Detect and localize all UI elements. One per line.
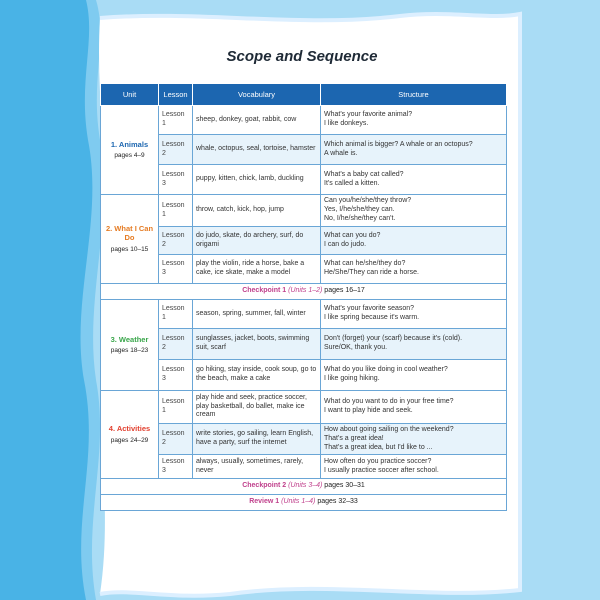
vocab-cell: do judo, skate, do archery, surf, do origami xyxy=(193,227,321,255)
review-row xyxy=(101,495,507,511)
lesson-cell: Lesson 1 xyxy=(159,391,193,424)
review-label: Review 1 xyxy=(249,498,280,506)
structure-cell: How about going sailing on the weekend? That's a great idea! That's a great idea, but I'd like to ... xyxy=(321,424,507,455)
table-row xyxy=(101,106,507,135)
structure-cell: What's your favorite animal? I like donkeys. xyxy=(321,106,507,135)
lesson-cell: Lesson 3 xyxy=(159,255,193,284)
lesson-cell: Lesson 1 xyxy=(159,106,193,135)
checkpoint-label: Checkpoint 2 xyxy=(242,482,287,490)
table-row xyxy=(101,135,507,165)
lesson-cell: Lesson 1 xyxy=(159,300,193,329)
lesson-cell: Lesson 2 xyxy=(159,227,193,255)
lesson-cell: Lesson 3 xyxy=(159,165,193,195)
structure-cell: What's a baby cat called? It's called a kitten. xyxy=(321,165,507,195)
unit-cell xyxy=(101,391,159,479)
table-row xyxy=(101,424,507,455)
vocab-cell: sheep, donkey, goat, rabbit, cow xyxy=(193,106,321,135)
lesson-cell: Lesson 2 xyxy=(159,329,193,360)
table-row xyxy=(101,165,507,195)
lesson-cell: Lesson 2 xyxy=(159,135,193,165)
table-header-row xyxy=(101,84,507,106)
vocab-cell: season, spring, summer, fall, winter xyxy=(193,300,321,329)
table-row xyxy=(101,329,507,360)
table-row xyxy=(101,455,507,479)
vocab-cell: always, usually, sometimes, rarely, never xyxy=(193,455,321,479)
table-row xyxy=(101,300,507,329)
unit-name: 3. Weather xyxy=(110,334,149,344)
vocab-cell: puppy, kitten, chick, lamb, duckling xyxy=(193,165,321,195)
header-unit: Unit xyxy=(101,84,159,106)
page-title: Scope and Sequence xyxy=(226,48,378,65)
checkpoint-units: (Units 3–4) xyxy=(288,482,323,490)
vocab-cell: throw, catch, kick, hop, jump xyxy=(193,195,321,227)
lesson-cell: Lesson 3 xyxy=(159,455,193,479)
unit-name: 4. Activities xyxy=(108,424,151,434)
checkpoint-units: (Units 1–2) xyxy=(288,287,323,295)
header-vocabulary: Vocabulary xyxy=(193,84,321,106)
vocab-cell: whale, octopus, seal, tortoise, hamster xyxy=(193,135,321,165)
unit-pages: pages 10–15 xyxy=(110,245,149,253)
checkpoint-cell xyxy=(101,479,507,495)
checkpoint-row xyxy=(101,284,507,300)
table-row xyxy=(101,195,507,227)
unit-cell xyxy=(101,195,159,284)
unit-name: 2. What I Can Do xyxy=(105,224,154,243)
unit-cell xyxy=(101,106,159,195)
lesson-cell: Lesson 1 xyxy=(159,195,193,227)
structure-cell: How often do you practice soccer? I usually practice soccer after school. xyxy=(321,455,507,479)
checkpoint-pages: pages 16–17 xyxy=(324,287,365,295)
structure-cell: What can he/she/they do? He/She/They can ride a horse. xyxy=(321,255,507,284)
vocab-cell: write stories, go sailing, learn English, have a party, surf the internet xyxy=(193,424,321,455)
table-row xyxy=(101,391,507,424)
checkpoint-cell xyxy=(101,284,507,300)
structure-cell: What do you want to do in your free time? I want to play hide and seek. xyxy=(321,391,507,424)
scope-sequence-page xyxy=(92,18,512,593)
vocab-cell: sunglasses, jacket, boots, swimming suit, scarf xyxy=(193,329,321,360)
table-row xyxy=(101,227,507,255)
unit-cell xyxy=(101,300,159,391)
checkpoint-label: Checkpoint 1 xyxy=(242,287,287,295)
review-cell xyxy=(101,495,507,511)
structure-cell: What can you do? I can do judo. xyxy=(321,227,507,255)
table-row xyxy=(101,360,507,391)
structure-cell: Don't (forget) your (scarf) because it's (cold). Sure/OK, thank you. xyxy=(321,329,507,360)
table-row xyxy=(101,255,507,284)
checkpoint-pages: pages 30–31 xyxy=(324,482,365,490)
checkpoint-row xyxy=(101,479,507,495)
review-units: (Units 1–4) xyxy=(281,498,316,506)
lesson-cell: Lesson 3 xyxy=(159,360,193,391)
structure-cell: What's your favorite season? I like spring because it's warm. xyxy=(321,300,507,329)
structure-cell: Which animal is bigger? A whale or an octopus? A whale is. xyxy=(321,135,507,165)
unit-name: 1. Animals xyxy=(110,139,149,149)
vocab-cell: play hide and seek, practice soccer, play basketball, do ballet, make ice cream xyxy=(193,391,321,424)
header-lesson: Lesson xyxy=(159,84,193,106)
vocab-cell: play the violin, ride a horse, bake a cake, ice skate, make a model xyxy=(193,255,321,284)
vocab-cell: go hiking, stay inside, cook soup, go to the beach, make a cake xyxy=(193,360,321,391)
structure-cell: Can you/he/she/they throw? Yes, I/he/she/they can. No, I/he/she/they can't. xyxy=(321,195,507,227)
unit-pages: pages 24–29 xyxy=(110,436,149,444)
lesson-cell: Lesson 2 xyxy=(159,424,193,455)
unit-pages: pages 4–9 xyxy=(114,152,145,160)
unit-pages: pages 18–23 xyxy=(110,347,149,355)
review-pages: pages 32–33 xyxy=(317,498,358,506)
structure-cell: What do you like doing in cool weather? I like going hiking. xyxy=(321,360,507,391)
scope-table xyxy=(100,83,507,511)
header-structure: Structure xyxy=(321,84,507,106)
